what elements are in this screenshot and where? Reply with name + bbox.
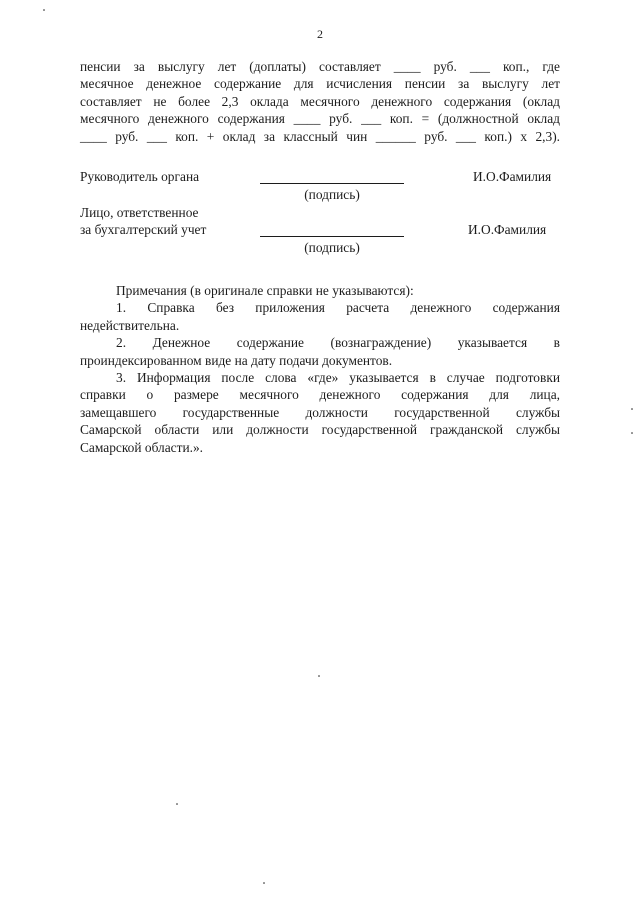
signature-caption: (подпись) xyxy=(304,187,360,202)
note-line: недействительна. xyxy=(80,317,180,333)
signature-row-accountant xyxy=(80,221,560,239)
signature-label: Руководитель органа xyxy=(80,169,200,184)
notes-heading: Примечания (в оригинале справки не указываются): xyxy=(116,283,414,298)
paragraph-line: составляет не более 2,3 оклада месячного денежного содержания (оклад xyxy=(80,93,560,109)
signature-caption: (подпись) xyxy=(304,240,360,255)
body-paragraph xyxy=(80,58,560,145)
paragraph-line: ____ руб. ___ коп. + оклад за классный чин ______ руб. ___ коп.) х 2,3). xyxy=(80,128,560,144)
note-line: Самарской области или должности государственной гражданской службы xyxy=(80,422,560,438)
signature-line xyxy=(260,236,404,237)
note-line: 2. Денежное содержание (вознаграждение) указывается в xyxy=(116,335,560,351)
scan-speck xyxy=(43,9,45,11)
notes-section xyxy=(80,282,560,456)
note-line: замещавшего государственные должности государственной службы xyxy=(80,404,560,420)
signature-label: за бухгалтерский учет xyxy=(80,222,207,237)
paragraph-line: пенсии за выслугу лет (доплаты) составляет ____ руб. ___ коп., где xyxy=(80,59,560,74)
scan-speck xyxy=(176,803,178,805)
scan-speck xyxy=(631,408,633,410)
scan-speck xyxy=(263,882,265,884)
note-line: справки о размере месячного денежного содержания для лица, xyxy=(80,387,560,403)
signature-row-head xyxy=(80,168,560,186)
signature-label: Лицо, ответственное xyxy=(80,205,199,220)
signature-line xyxy=(260,183,404,184)
note-line: 1. Справка без приложения расчета денежного содержания xyxy=(116,300,560,316)
signature-row-accountant-label xyxy=(80,204,560,222)
page-number: 2 xyxy=(317,27,323,41)
note-line: 3. Информация после слова «где» указывается в случае подготовки xyxy=(116,370,560,386)
note-line: Самарской области.». xyxy=(80,439,204,455)
scan-speck xyxy=(318,675,320,677)
paragraph-line: месячное денежное содержание для исчисления пенсии за выслугу лет xyxy=(80,76,560,92)
signer-name: И.О.Фамилия xyxy=(473,169,552,184)
signer-name: И.О.Фамилия xyxy=(468,222,547,237)
paragraph-line: месячного денежного содержания ____ руб. ___ коп. = (должностной оклад xyxy=(80,111,560,127)
scan-speck xyxy=(631,432,633,434)
note-line: проиндексированном виде на дату подачи документов. xyxy=(80,352,393,368)
